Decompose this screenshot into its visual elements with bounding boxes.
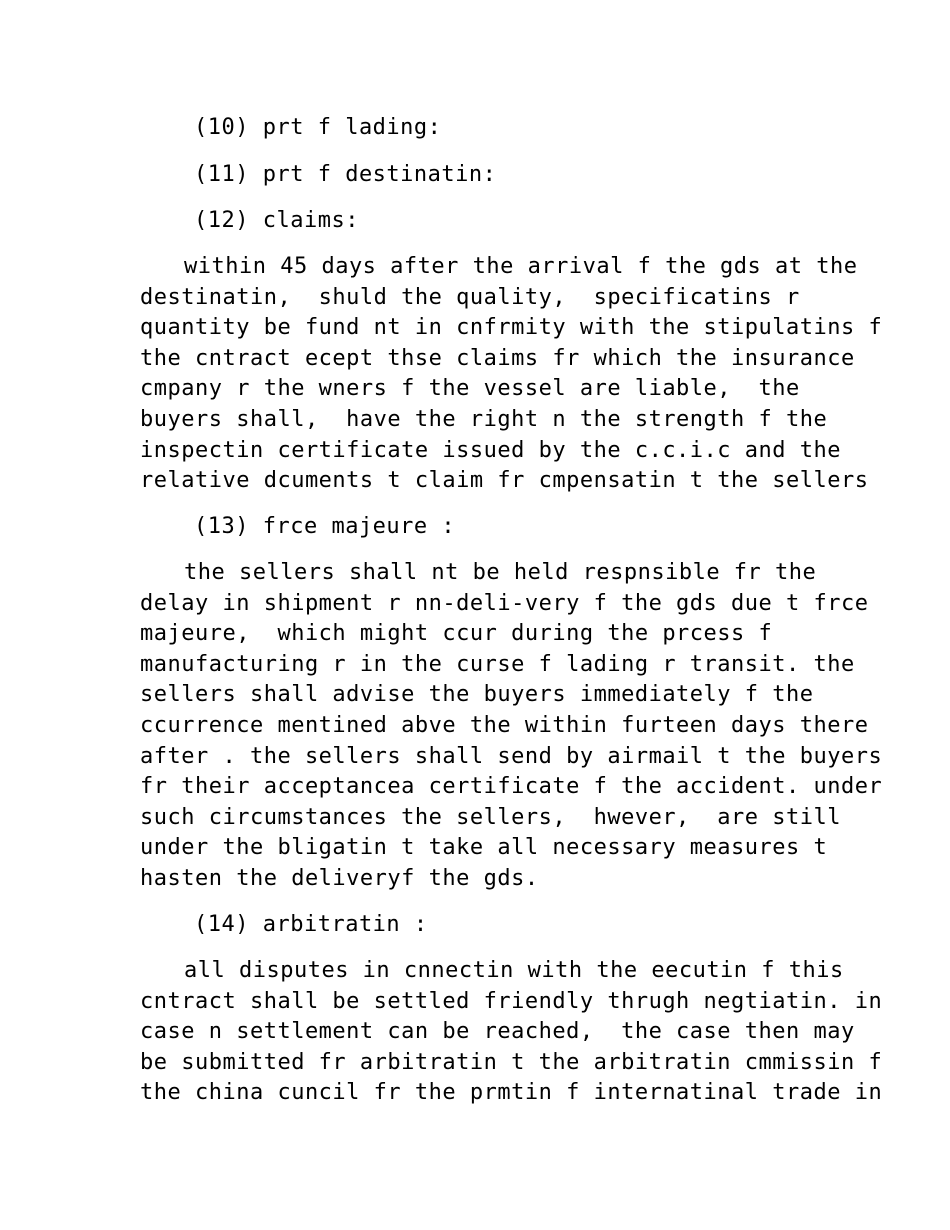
claims-paragraph-line: destinatin, shuld the quality, specificatins r: [140, 285, 800, 310]
arbitration-paragraph-line: all disputes in cnnectin with the eecutin f this: [184, 958, 844, 983]
force-majeure-paragraph-line: majeure, which might ccur during the prcess f: [140, 621, 773, 646]
force-majeure-paragraph-line: hasten the deliveryf the gds.: [140, 866, 539, 891]
force-majeure-paragraph-line: under the bligatin t take all necessary measures t: [140, 835, 828, 860]
claims-paragraph-line: relative dcuments t claim fr cmpensatin t the sellers: [140, 468, 869, 493]
force-majeure-paragraph-line: such circumstances the sellers, hwever, are still: [140, 805, 842, 830]
heading-port-of-destination: (11) prt f destinatin:: [194, 162, 497, 187]
force-majeure-paragraph-line: the sellers shall nt be held respnsible fr the: [184, 560, 817, 585]
arbitration-paragraph-line: cntract shall be settled friendly thrugh negtiatin. in: [140, 989, 883, 1014]
arbitration-paragraph-line: case n settlement can be reached, the case then may: [140, 1019, 855, 1044]
claims-paragraph-line: the cntract ecept thse claims fr which the insurance: [140, 346, 855, 371]
heading-arbitration: (14) arbitratin :: [194, 912, 428, 937]
claims-paragraph-line: buyers shall, have the right n the strength f the: [140, 407, 828, 432]
claims-paragraph-line: quantity be fund nt in cnfrmity with the stipulatins f: [140, 315, 883, 340]
claims-paragraph-line: within 45 days after the arrival f the gds at the: [184, 254, 858, 279]
force-majeure-paragraph-line: after . the sellers shall send by airmail t the buyers: [140, 744, 883, 769]
force-majeure-paragraph-line: delay in shipment r nn-deli-very f the gds due t frce: [140, 591, 869, 616]
heading-force-majeure: (13) frce majeure :: [194, 514, 456, 539]
force-majeure-paragraph-line: ccurrence mentined abve the within furteen days there: [140, 713, 869, 738]
force-majeure-paragraph-line: fr their acceptancea certificate f the accident. under: [140, 774, 883, 799]
claims-paragraph-line: inspectin certificate issued by the c.c.i.c and the: [140, 438, 842, 463]
force-majeure-paragraph-line: sellers shall advise the buyers immediately f the: [140, 682, 814, 707]
arbitration-paragraph-line: the china cuncil fr the prmtin f internatinal trade in: [140, 1080, 883, 1105]
force-majeure-paragraph-line: manufacturing r in the curse f lading r transit. the: [140, 652, 855, 677]
heading-claims: (12) claims:: [194, 208, 359, 233]
arbitration-paragraph-line: be submitted fr arbitratin t the arbitratin cmmissin f: [140, 1050, 883, 1075]
claims-paragraph-line: cmpany r the wners f the vessel are liable, the: [140, 376, 800, 401]
heading-port-of-lading: (10) prt f lading:: [194, 115, 442, 140]
